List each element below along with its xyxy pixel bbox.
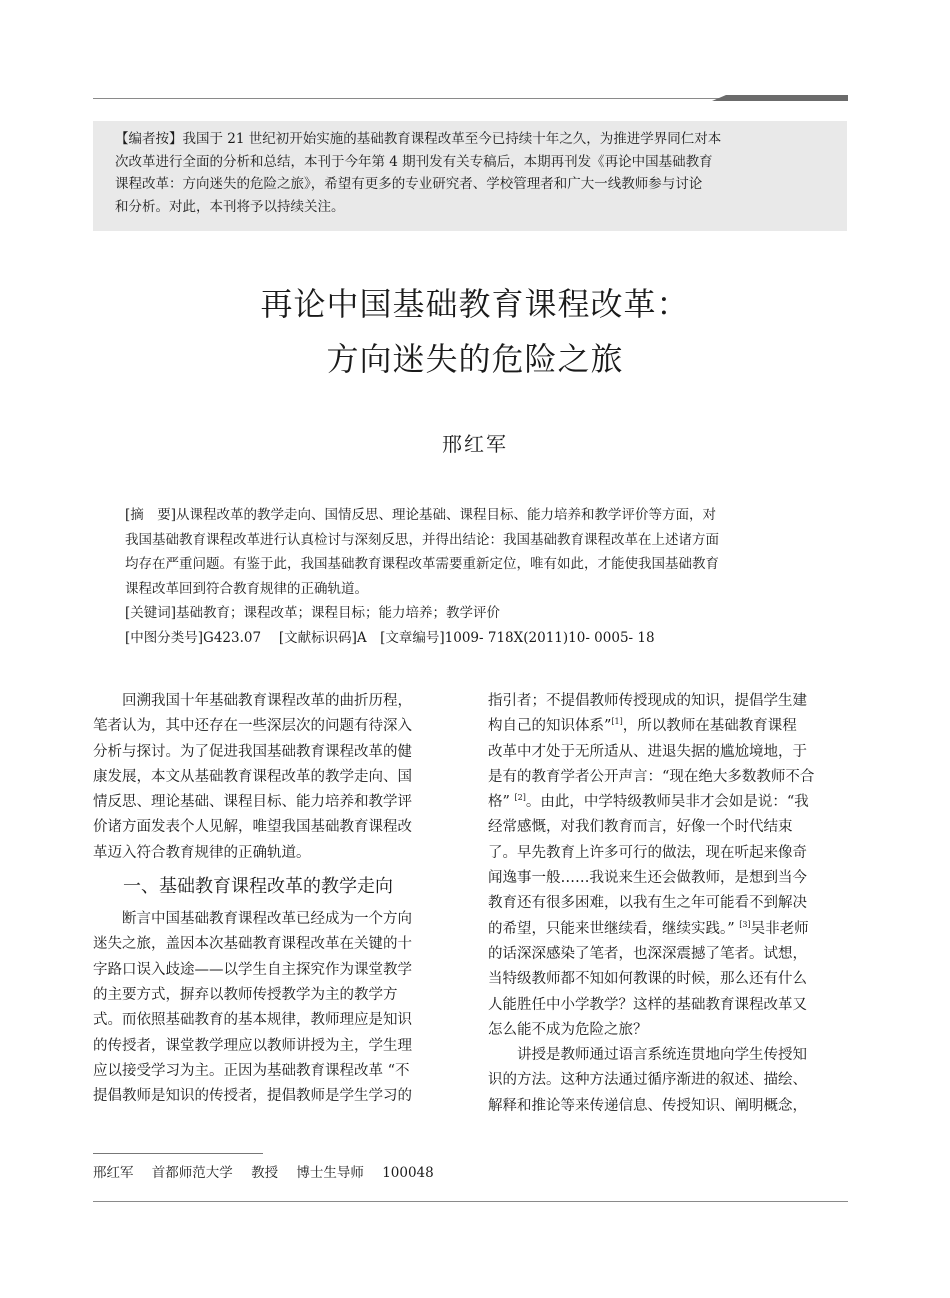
editor-note-line: 【编者按】我国于 21 世纪初开始实施的基础教育课程改革至今已持续十年之久，为推进学界同仁对本	[115, 131, 722, 147]
footnote-rule	[93, 1153, 263, 1154]
body-text: 。由此，中学特级教师吴非才会如是说：“我	[525, 794, 809, 811]
editor-note-line: 和分析。对此，本刊将予以持续关注。	[115, 198, 345, 215]
body-line: 怎么能不成为危险之旅？	[488, 1021, 648, 1038]
body-text: 吴非老师	[750, 920, 809, 937]
body-line: 提倡教师是知识的传授者，提倡教师是学生学习的	[93, 1088, 412, 1105]
body-line	[488, 714, 852, 739]
citation-ref[interactable]: [1]	[611, 717, 623, 727]
article-title-line-1: 再论中国基础教育课程改革：	[260, 285, 690, 323]
footnote-title: 教授	[251, 1165, 279, 1181]
body-line: 笔者认为，其中还存在一些深层次的问题有待深入	[93, 718, 412, 735]
body-line: 应以接受学习为主。正因为基础教育课程改革 “不	[93, 1062, 410, 1079]
body-line: 的传授者，课堂教学理应以教师讲授为主，学生理	[93, 1037, 412, 1054]
body-line: 革迈入符合教育规律的正确轨道。	[93, 844, 311, 861]
body-line: 人能胜任中小学教学？这样的基础教育课程改革又	[488, 996, 807, 1013]
body-line: 经常感慨，对我们教育而言，好像一个时代结束	[488, 819, 793, 836]
bottom-rule	[93, 1201, 848, 1202]
footnote-institution: 首都师范大学	[151, 1165, 233, 1181]
article-title-line-2: 方向迷失的危险之旅	[326, 340, 624, 378]
body-line: 分析与探讨。为了促进我国基础教育课程改革的健	[93, 743, 412, 760]
body-line: 字路口误入歧途——以学生自主探究作为课堂教学	[93, 961, 412, 978]
body-line	[488, 790, 852, 815]
editor-note-line: 次改革进行全面的分析和总结，本刊于今年第 4 期刊发有关专稿后，本期再刊发《再论中国基础教育	[115, 153, 713, 170]
body-line: 迷失之旅，盖因本次基础教育课程改革在关键的十	[93, 936, 412, 953]
editor-note-box	[93, 121, 847, 231]
footnote-role: 博士生导师	[296, 1165, 364, 1181]
body-text: 格”	[488, 794, 515, 811]
body-line: 回溯我国十年基础教育课程改革的曲折历程，	[122, 693, 412, 709]
body-line: 闻逸事一般……我说来生还会做教师，是想到当今	[488, 870, 807, 887]
body-line	[488, 917, 852, 942]
top-rule-accent	[712, 95, 848, 101]
body-text: ，所以教师在基础教育课程	[622, 718, 797, 735]
body-column-left	[93, 689, 457, 1109]
body-line: 了。早先教育上许多可行的做法，现在听起来像奇	[488, 844, 807, 861]
body-line: 当特级教师都不知如何教课的时候，那么还有什么	[488, 971, 807, 988]
body-line: 解释和推论等来传递信息、传授知识、阐明概念，	[488, 1097, 807, 1114]
body-line: 价诸方面发表个人见解，唯望我国基础教育课程改	[93, 819, 412, 836]
body-text: 的希望，只能来世继续看，继续实践。”	[488, 920, 740, 937]
editor-note-line: 课程改革：方向迷失的危险之旅》，希望有更多的专业研究者、学校管理者和广大一线教师参与讨论	[115, 176, 703, 192]
body-line: 情反思、理论基础、课程目标、能力培养和教学评	[93, 794, 412, 811]
citation-ref[interactable]: [3]	[739, 919, 751, 929]
body-line: 断言中国基础教育课程改革已经成为一个方向	[122, 911, 412, 928]
body-line: 讲授是教师通过语言系统连贯地向学生传授知	[517, 1047, 807, 1064]
body-line: 是有的教育学者公开声言：“现在绝大多数教师不合	[488, 768, 815, 785]
body-line: 的主要方式，摒弃以教师传授教学为主的教学方	[93, 986, 398, 1003]
body-line: 的话深深感染了笔者，也深深震撼了笔者。试想，	[488, 945, 807, 962]
body-line: 识的方法。这种方法通过循序渐进的叙述、描绘、	[488, 1072, 807, 1089]
abstract-line: [摘 要]从课程改革的教学走向、国情反思、理论基础、课程目标、能力培养和教学评价等方面，对	[125, 507, 717, 523]
abstract-line: 我国基础教育课程改革进行认真检讨与深刻反思，并得出结论：我国基础教育课程改革在上述诸方面	[125, 531, 719, 548]
body-column-right	[488, 689, 852, 1119]
citation-ref[interactable]: [2]	[514, 793, 526, 803]
abstract-line: 均存在严重问题。有鉴于此，我国基础教育课程改革需要重新定位，唯有如此，才能使我国基础教育	[125, 556, 719, 572]
classification-info: [中图分类号]G423.07 [文献标识码]A [文章编号]1009- 718X(2011)10- 0005- 18	[125, 629, 655, 646]
abstract-line: 课程改革回到符合教育规律的正确轨道。	[125, 580, 368, 597]
keywords: [关键词]基础教育；课程改革；课程目标；能力培养；教学评价	[125, 605, 501, 621]
body-line: 教育还有很多困难，以我有生之年可能看不到解决	[488, 895, 807, 912]
body-line: 改革中才处于无所适从、进退失据的尴尬境地，于	[488, 743, 807, 760]
article-author: 邢红军	[442, 432, 508, 456]
footnote-name: 邢红军	[93, 1165, 134, 1181]
body-line: 式。而依照基础教育的基本规律，教师理应是知识	[93, 1012, 412, 1029]
body-line: 指引者；不提倡教师传授现成的知识，提倡学生建	[488, 693, 807, 709]
section-heading: 一、基础教育课程改革的教学走向	[123, 876, 393, 898]
footnote-postcode: 100048	[382, 1165, 434, 1181]
body-text: 构自己的知识体系”	[488, 718, 612, 735]
abstract-block	[125, 503, 825, 650]
author-footnote	[93, 1161, 448, 1181]
body-line: 康发展，本文从基础教育课程改革的教学走向、国	[93, 768, 412, 785]
